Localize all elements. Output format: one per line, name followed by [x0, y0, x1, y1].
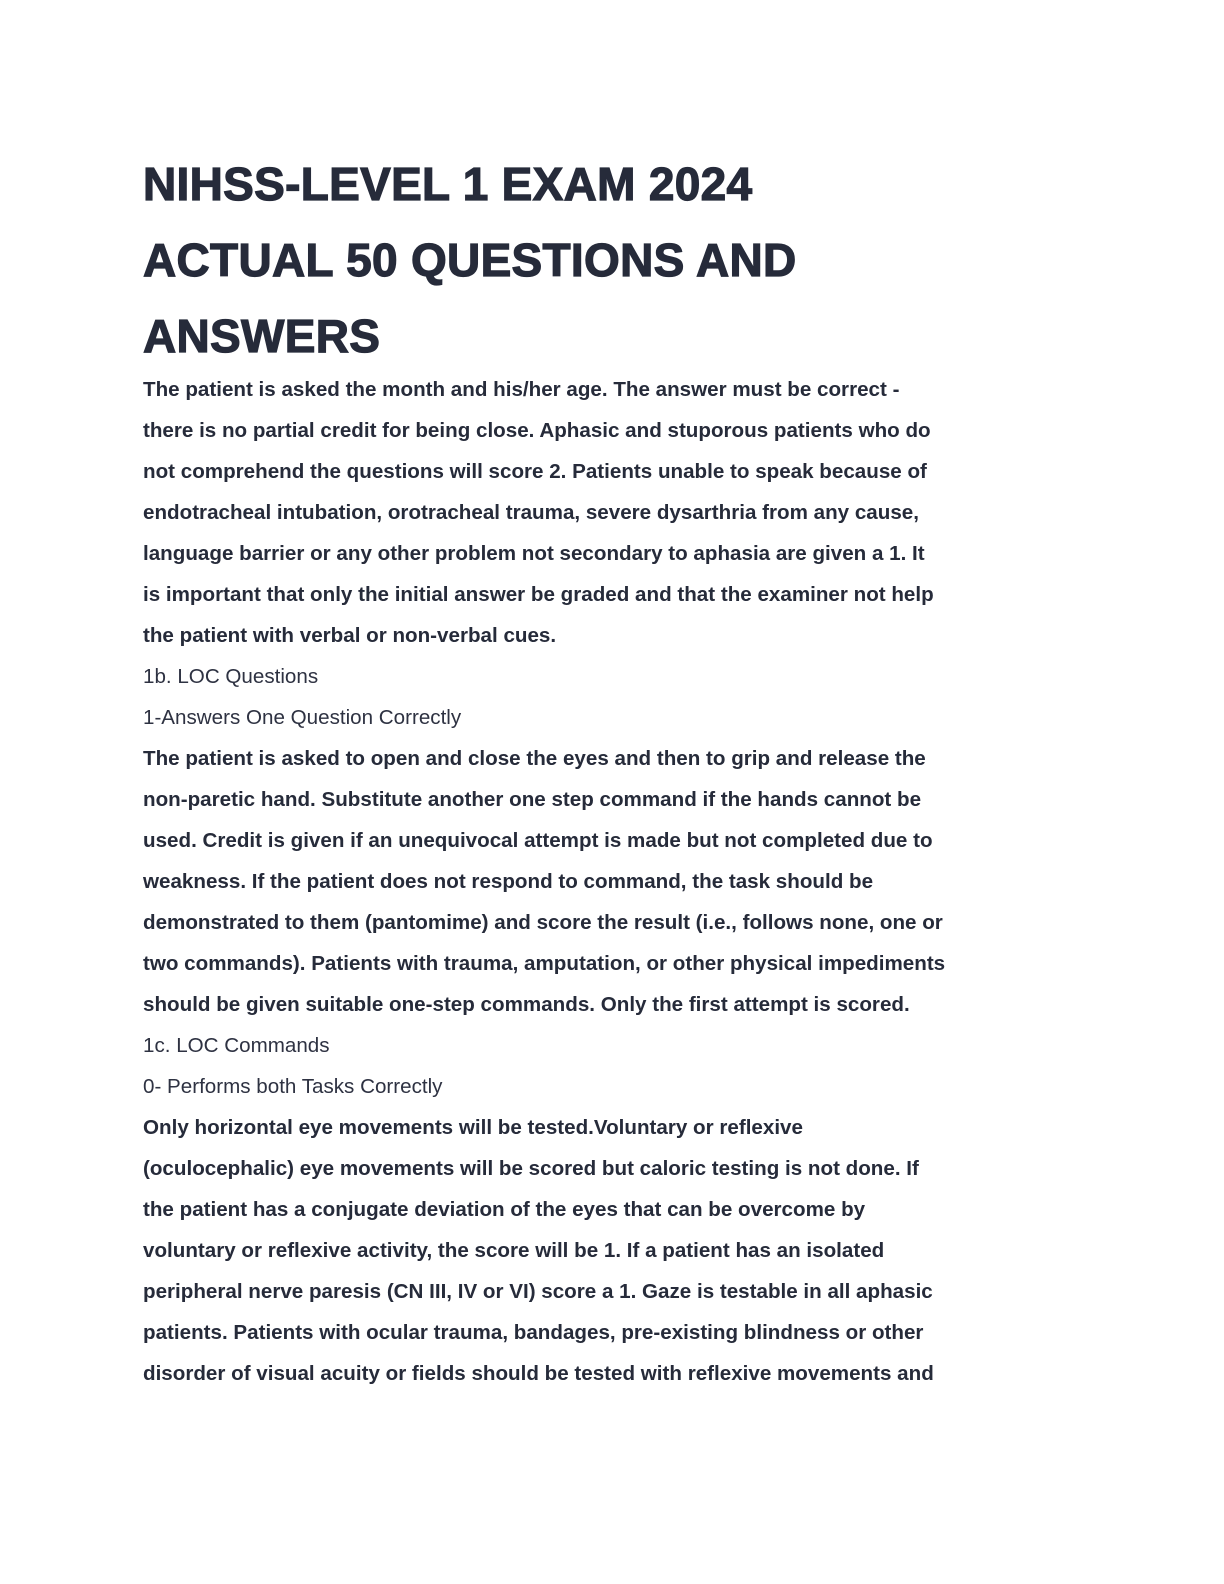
- answer-option: 1-Answers One Question Correctly: [143, 706, 462, 729]
- text-line: language barrier or any other problem not secondary to aphasia are given a 1. It: [143, 542, 925, 565]
- text-line: not comprehend the questions will score 2. Patients unable to speak because of: [143, 460, 927, 483]
- text-line: The patient is asked the month and his/her age. The answer must be correct -: [143, 378, 900, 401]
- question-heading: 1b. LOC Questions: [143, 665, 319, 688]
- text-line: weakness. If the patient does not respond to command, the task should be: [143, 870, 874, 893]
- title-line: ACTUAL 50 QUESTIONS AND: [143, 234, 797, 286]
- answer-option: 0- Performs both Tasks Correctly: [143, 1075, 443, 1098]
- text-line: demonstrated to them (pantomime) and score the result (i.e., follows none, one or: [143, 911, 943, 934]
- text-line: used. Credit is given if an unequivocal attempt is made but not completed due to: [143, 829, 933, 852]
- text-line: peripheral nerve paresis (CN III, IV or VI) score a 1. Gaze is testable in all aphasic: [143, 1280, 933, 1303]
- text-line: should be given suitable one-step commands. Only the first attempt is scored.: [143, 993, 910, 1016]
- text-line: disorder of visual acuity or fields should be tested with reflexive movements and: [143, 1362, 934, 1385]
- text-line: two commands). Patients with trauma, amputation, or other physical impediments: [143, 952, 946, 975]
- document-title: [143, 146, 1083, 374]
- title-line: NIHSS-LEVEL 1 EXAM 2024: [143, 158, 753, 210]
- document-page: [143, 146, 1083, 1394]
- text-line: there is no partial credit for being close. Aphasic and stuporous patients who do: [143, 419, 931, 442]
- text-line: (oculocephalic) eye movements will be scored but caloric testing is not done. If: [143, 1157, 919, 1180]
- text-line: voluntary or reflexive activity, the score will be 1. If a patient has an isolated: [143, 1239, 885, 1262]
- text-line: non-paretic hand. Substitute another one step command if the hands cannot be: [143, 788, 922, 811]
- answer-paragraph: [143, 1107, 1083, 1394]
- text-line: the patient with verbal or non-verbal cues.: [143, 624, 557, 647]
- text-line: endotracheal intubation, orotracheal trauma, severe dysarthria from any cause,: [143, 501, 919, 524]
- text-line: the patient has a conjugate deviation of the eyes that can be overcome by: [143, 1198, 866, 1221]
- answer-paragraph: [143, 738, 1083, 1025]
- title-line: ANSWERS: [143, 310, 381, 362]
- text-line: The patient is asked to open and close the eyes and then to grip and release the: [143, 747, 926, 770]
- document-body: [143, 369, 1083, 1394]
- text-line: is important that only the initial answer be graded and that the examiner not help: [143, 583, 934, 606]
- question-heading: 1c. LOC Commands: [143, 1034, 330, 1057]
- answer-paragraph: [143, 369, 1083, 656]
- text-line: Only horizontal eye movements will be tested.Voluntary or reflexive: [143, 1116, 803, 1139]
- text-line: patients. Patients with ocular trauma, bandages, pre-existing blindness or other: [143, 1321, 924, 1344]
